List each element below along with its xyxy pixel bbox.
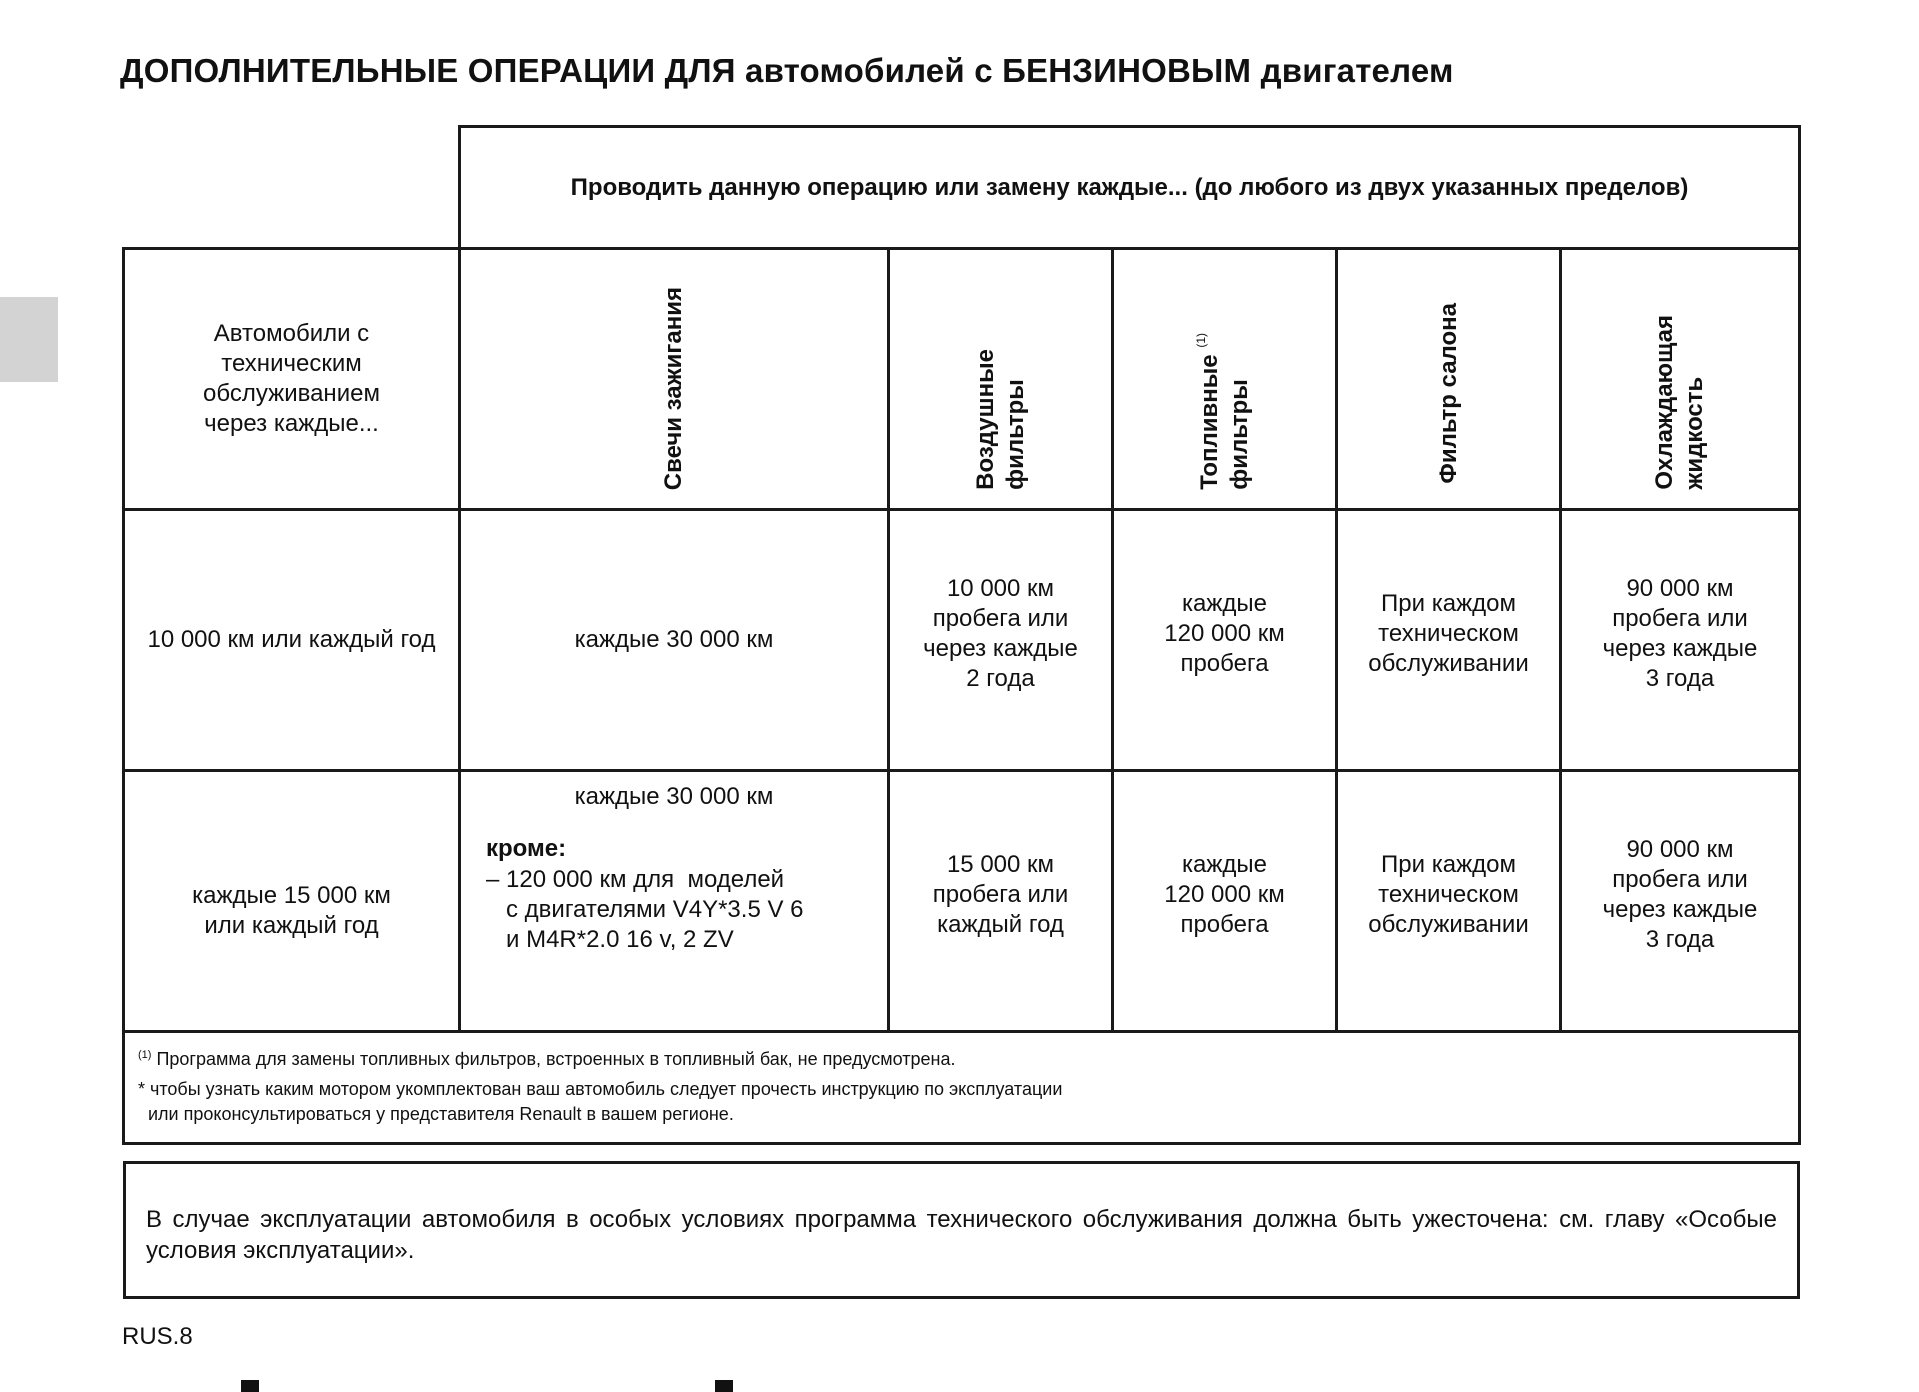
- cabin-filter-cell: [1338, 772, 1559, 1030]
- cell-line: пробега или: [1612, 866, 1748, 893]
- cell-line: пробега или: [932, 605, 1069, 632]
- spark-plugs-except-line: – 120 000 км для моделей: [486, 866, 785, 893]
- cell-line: пробега: [1180, 911, 1269, 938]
- cell-line: техническом: [1378, 881, 1519, 908]
- table-footnotes: [138, 1047, 1062, 1127]
- cell-line: При каждом: [1381, 851, 1516, 878]
- column-header-label: Фильтр салона: [1434, 303, 1462, 484]
- footnote-mark: (1): [138, 1049, 152, 1061]
- spark-plugs-except-line: и M4R*2.0 16 v, 2 ZV: [506, 926, 734, 953]
- coolant-cell: [1562, 772, 1798, 1030]
- air-filters-cell: [890, 772, 1111, 1030]
- cell-line: пробега или: [1612, 605, 1748, 632]
- print-marker: [715, 1380, 733, 1392]
- column-header-label: фильтры: [1001, 379, 1029, 490]
- cell-line: 15 000 км: [946, 851, 1055, 878]
- spark-plugs-cell: [461, 772, 887, 1030]
- footnote-text: Программа для замены топливных фильтров, встроенных в топливный бак, не предусмотрена.: [151, 1049, 956, 1069]
- header-line: техническим: [221, 350, 362, 377]
- note-text: В случае эксплуатации автомобиля в особых условиях программа технического обслуживания должна быть ужесточена: см. главу «Особые условия эксплуатации».: [146, 1206, 1777, 1264]
- fuel-filters-cell: [1114, 772, 1335, 1030]
- chapter-tab-marker: [0, 297, 58, 382]
- table-line: [122, 1142, 1801, 1145]
- cell-line: 120 000 км: [1164, 881, 1285, 908]
- cell-line: каждый год: [937, 911, 1064, 938]
- column-header-label: жидкость: [1681, 377, 1708, 490]
- column-header-cabin-filter: [1338, 250, 1559, 508]
- cell-line: через каждые: [1602, 896, 1758, 923]
- row-interval-cell: [125, 772, 458, 1030]
- footnote-ref-1: (1): [1193, 333, 1208, 348]
- column-header-fuel-filters: [1114, 250, 1335, 508]
- footnote-1: [138, 1047, 1062, 1072]
- cell-line: каждые: [1181, 851, 1268, 878]
- column-header-spark-plugs: [461, 250, 887, 508]
- spark-plugs-except-line: с двигателями V4Y*3.5 V 6: [506, 896, 804, 923]
- cell-line: 2 года: [966, 665, 1035, 692]
- footnote-2-line: * чтобы узнать каким мотором укомплектован ваш автомобиль следует прочесть инструкцию по эксплуатации: [138, 1079, 1063, 1099]
- cell-line: каждые: [1181, 590, 1268, 617]
- print-marker: [241, 1380, 259, 1392]
- spark-plugs-main-text: каждые 30 000 км: [574, 783, 774, 810]
- cell-line: 90 000 км: [1626, 836, 1734, 863]
- cell-line: обслуживании: [1368, 650, 1529, 677]
- spark-plugs-text: каждые 30 000 км: [574, 626, 774, 653]
- page-number: RUS.8: [122, 1323, 193, 1350]
- interval-text: или каждый год: [204, 912, 379, 939]
- cell-line: через каждые: [1602, 635, 1758, 662]
- cell-line: 120 000 км: [1164, 620, 1285, 647]
- footnote-2-line: или проконсультироваться у представителя Renault в вашем регионе.: [138, 1104, 734, 1124]
- fuel-filters-cell: [1114, 511, 1335, 769]
- cell-line: 3 года: [1645, 926, 1715, 953]
- column-header-label: фильтры: [1225, 379, 1253, 490]
- cell-line: через каждые: [923, 635, 1078, 662]
- cell-line: 3 года: [1645, 665, 1715, 692]
- air-filters-cell: [890, 511, 1111, 769]
- cell-line: 10 000 км: [946, 575, 1055, 602]
- span-header-text: Проводить данную операцию или замену каждые... (до любого из двух указанных пределов): [570, 173, 1689, 201]
- cell-line: пробега или: [932, 881, 1069, 908]
- cell-line: При каждом: [1381, 590, 1516, 617]
- special-conditions-note: [123, 1161, 1800, 1299]
- table-line: [1798, 125, 1801, 1145]
- header-line: Автомобили с: [213, 320, 370, 347]
- cell-line: 90 000 км: [1626, 575, 1734, 602]
- page-title: ДОПОЛНИТЕЛЬНЫЕ ОПЕРАЦИИ ДЛЯ автомобилей с БЕНЗИНОВЫМ двигателем: [120, 52, 1454, 89]
- interval-text: каждые 15 000 км: [192, 882, 391, 909]
- cell-line: пробега: [1180, 650, 1269, 677]
- cabin-filter-cell: [1338, 511, 1559, 769]
- column-header-coolant: [1562, 250, 1798, 508]
- column-header-air-filters: [890, 250, 1111, 508]
- coolant-cell: [1562, 511, 1798, 769]
- table-line: [122, 1030, 1801, 1033]
- interval-column-header: [125, 250, 458, 508]
- interval-text: 10 000 км или каждый год: [147, 626, 436, 653]
- column-header-label: Охлаждающая: [1651, 315, 1678, 490]
- header-line: через каждые...: [204, 410, 379, 437]
- cell-line: техническом: [1378, 620, 1519, 647]
- column-header-label: Свечи зажигания: [660, 286, 687, 490]
- header-line: обслуживанием: [203, 380, 380, 407]
- table-span-header: [461, 128, 1798, 247]
- spark-plugs-except-label: кроме:: [486, 835, 567, 862]
- cell-line: обслуживании: [1368, 911, 1529, 938]
- spark-plugs-cell: [461, 511, 887, 769]
- column-header-label: Топливные: [1195, 354, 1223, 490]
- column-header-label: Воздушные: [971, 349, 999, 490]
- row-interval-cell: [125, 511, 458, 769]
